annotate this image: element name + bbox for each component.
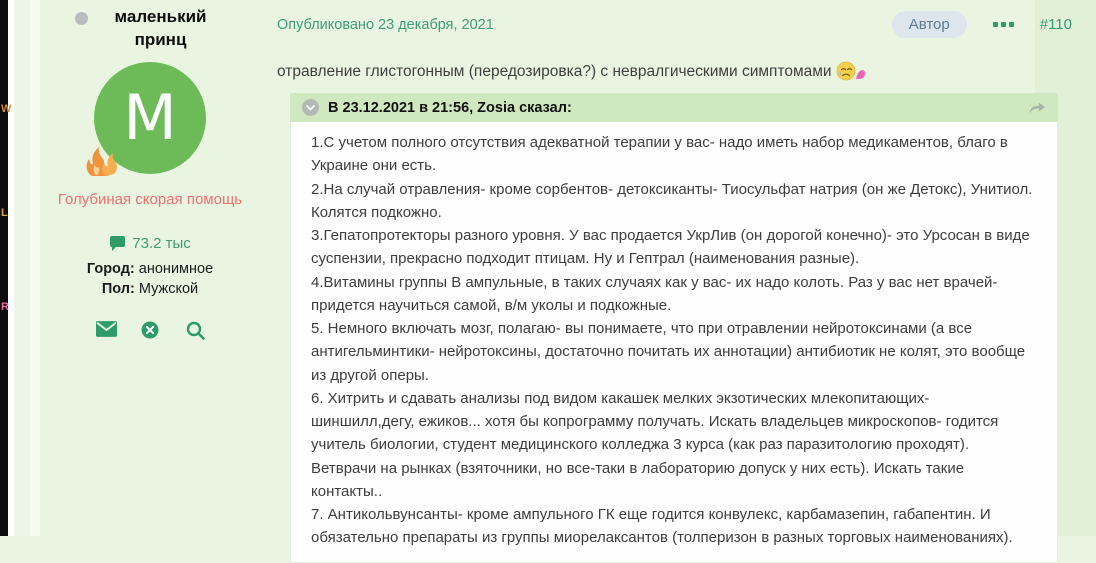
background-text-fragment: W (1, 103, 12, 115)
forum-post (40, 0, 1072, 547)
author-badge: Автор (892, 11, 967, 38)
field-label: Пол: (101, 281, 135, 298)
envelope-icon[interactable] (96, 321, 115, 340)
posts-count: 73.2 тыс (132, 235, 191, 253)
quote-paragraph: 6. Хитрить и сдавать анализы под видом какашек мелких экзотических млекопитающих- шиншилл,дегу, ежиков... хотя бы копрограмму получать. Искать владельцев микроскопов- годится учитель биологии, студент медицинского колледжа 3 курса (как раз паразитологию проходят). Ветврачи на рынках (взяточники, но все-таки в лабораторию допуск у них есть). Искать такие контакты.. (311, 389, 999, 500)
user-status-dot (75, 12, 88, 25)
avatar-letter: M (123, 80, 177, 154)
post-number-link[interactable]: #110 (1039, 16, 1072, 33)
quote-paragraph: 5. Немного включать мозг, полагаю- вы понимаете, что при отравлении нейротоксинами (а все антигельминтики- нейротоксины, достаточно почитать их аннотации) антибиотик не колят, это вообще из другой оперы. (311, 320, 1026, 384)
field-label: Город: (86, 261, 135, 278)
post-main (277, 0, 1072, 563)
quote-citation[interactable]: В 23.12.2021 в 21:56, Zosia сказал: (328, 99, 572, 116)
chevron-down-icon[interactable] (302, 99, 319, 116)
block-icon[interactable] (141, 321, 160, 340)
background-window-strip (0, 0, 12, 536)
field-value: анонимное (138, 261, 214, 278)
page-gutter (14, 0, 40, 536)
quote-paragraph: 7. Антикольвунсанты- кроме ампульного ГК еще годится конвулекс, карбамазепин, габапентин. И обязательно препараты из группы миорелаксантов (толперизон в разных торговых наименованиях). (311, 506, 1013, 547)
quote-body (290, 122, 1058, 563)
post-title-text: отравление глистогонным (передозировка?) с невралгическими симптомами (277, 62, 832, 80)
post-title (277, 61, 1072, 82)
quote-paragraph: 2.На случай отравления- кроме сорбентов- детоксиканты- Тиосульфат натрия (он же Детокс), Унитиол. Колятся подкожно. (311, 180, 1033, 221)
author-sidebar (50, 6, 250, 340)
field-value: Мужской (138, 281, 199, 298)
fire-icon (82, 138, 124, 178)
username-link[interactable]: маленький принц (114, 7, 207, 49)
background-text-fragment: L (1, 207, 8, 219)
quote-header (290, 93, 1058, 122)
quote-paragraph: 4.Витамины группы В ампульные, в таких случаях как у вас- их надо колоть. Раз у вас нет врачей- придется научиться самой, в/м уколы и подкожные. (311, 273, 998, 314)
profile-field-gender (50, 281, 250, 297)
search-icon[interactable] (186, 321, 205, 340)
profile-field-city (50, 261, 250, 277)
speech-bubble-icon (109, 236, 126, 252)
reply-arrow-icon[interactable] (1028, 101, 1046, 115)
quote-block (290, 93, 1058, 563)
sad-face-with-fan-emoji (836, 61, 866, 82)
published-date: Опубликовано 23 декабря, 2021 (277, 16, 494, 33)
background-text-fragment: R (1, 301, 9, 313)
quote-paragraph: 3.Гепатопротекторы разного уровня. У вас продается УкрЛив (он дорогой конечно)- это Урсосан в виде суспензии, прекрасно подходит птицам. Ну и Гептрал (наименования разные). (311, 227, 1030, 268)
page-scrollbar-track[interactable] (8, 0, 14, 536)
quote-paragraph: 1.С учетом полного отсутствия адекватной терапии у вас- надо иметь набор медикаментов, благо в Украине они есть. (311, 134, 1008, 175)
member-title: Голубиная скорая помощь (57, 190, 243, 208)
ellipsis-icon[interactable] (993, 22, 1014, 27)
